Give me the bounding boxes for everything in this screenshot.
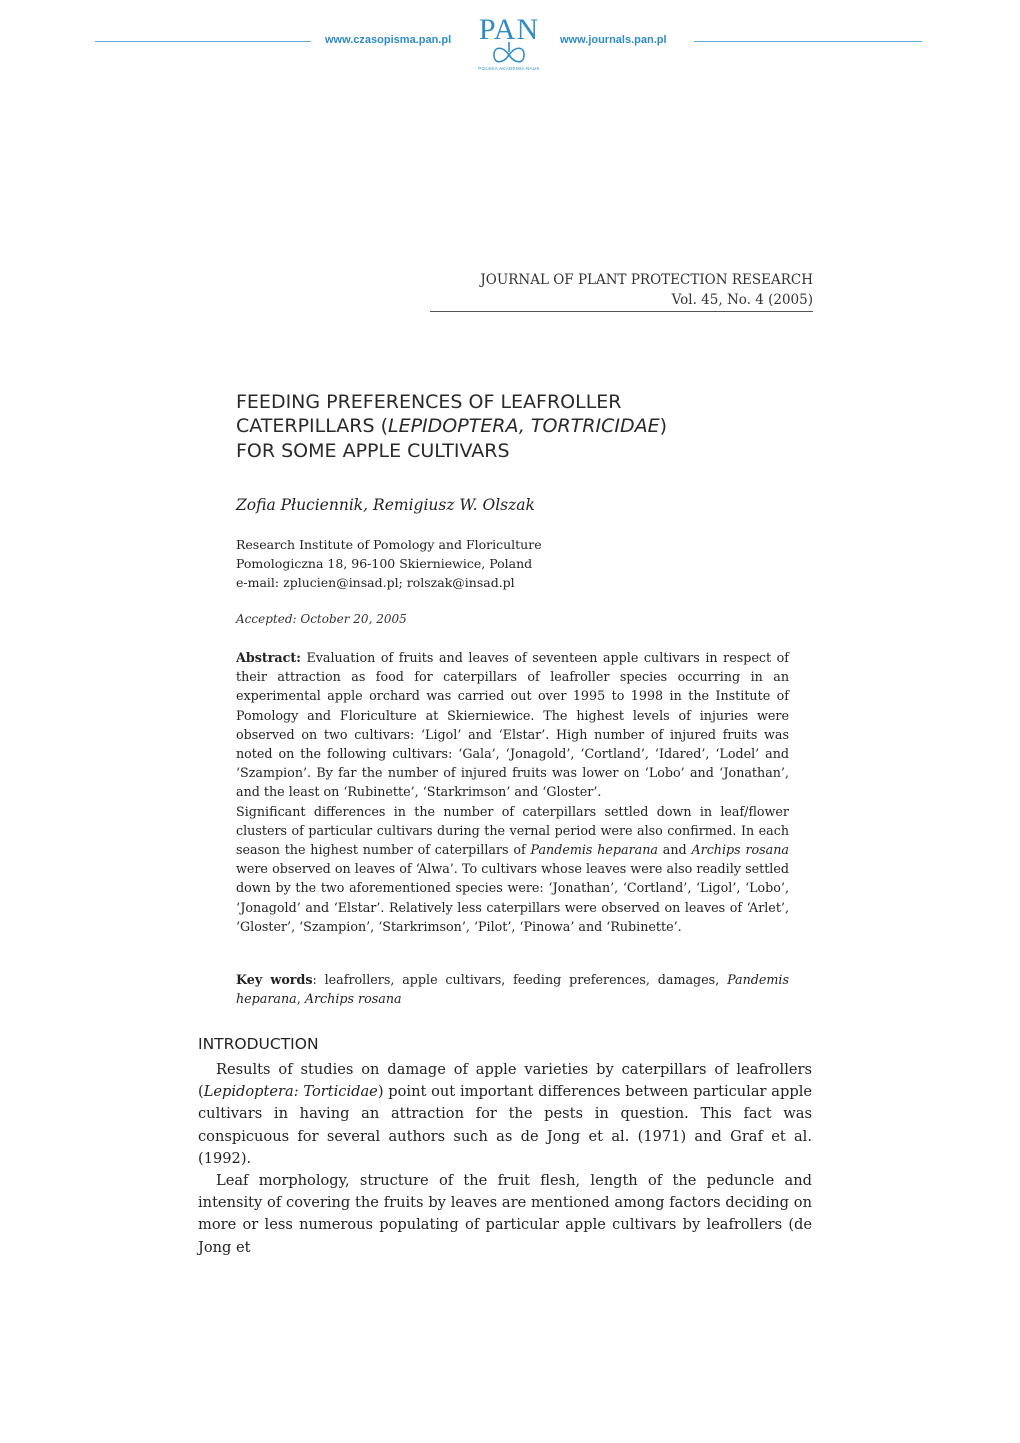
- introduction-paragraph-1: [198, 1059, 812, 1170]
- journal-name: JOURNAL OF PLANT PROTECTION RESEARCH: [480, 272, 813, 288]
- title-taxon: LEPIDOPTERA, TORTRICIDAE: [387, 415, 660, 437]
- journal-rule: [430, 311, 813, 312]
- abstract-text: were observed on leaves of ‘Alwa’. To cultivars whose leaves were also readily settled down by the two aforementioned species were: ‘Jonathan’, ‘Cortland’, ‘Ligol’, ‘Lobo’, ‘Jonagold’ and ‘Elstar’. Relatively less caterpillars were observed on leaves of ‘Arlet’, ‘Gloster’, ‘Szampion’, ‘Starkrimson’, ‘Pilot’, ‘Pinowa’ and ‘Rubinette’.: [236, 861, 789, 934]
- header-url-left[interactable]: www.czasopisma.pan.pl: [325, 34, 452, 46]
- authors: Zofia Płuciennik, Remigiusz W. Olszak: [236, 496, 535, 514]
- pan-logo-text: PAN: [478, 13, 540, 46]
- keywords-text: : leafrollers, apple cultivars, feeding preferences, damages,: [312, 972, 728, 987]
- article-title-line-2: [236, 414, 667, 438]
- intro-text: Results of studies on damage of apple varieties by caterpillars of leafrollers (: [198, 1061, 812, 1101]
- abstract-text: Significant differences in the number of caterpillars settled down in leaf/flower clusters of particular cultivars during the vernal period were also confirmed. In each season the highest number of caterpillars of: [236, 803, 789, 858]
- affiliation-institute: Research Institute of Pomology and Floriculture: [236, 537, 542, 552]
- abstract-paragraph-2: [236, 802, 789, 936]
- species-name: Archips rosana: [304, 991, 402, 1006]
- pan-logo-subtext: POLSKA AKADEMIA NAUK: [478, 66, 540, 71]
- species-name: Archips rosana: [691, 842, 789, 858]
- header-rule-left: [95, 41, 311, 42]
- introduction-body: [198, 1059, 812, 1259]
- keywords-separator: ,: [296, 991, 305, 1006]
- title-text: CATERPILLARS (: [236, 415, 388, 437]
- pan-logo: [470, 14, 548, 76]
- affiliation-email[interactable]: e-mail: zplucien@insad.pl; rolszak@insad.pl: [236, 575, 515, 590]
- abstract-label: Abstract:: [236, 650, 301, 665]
- accepted-date: Accepted: October 20, 2005: [236, 612, 407, 626]
- introduction-paragraph-2: Leaf morphology, structure of the fruit flesh, length of the peduncle and intensity of covering the fruits by leaves are mentioned among factors deciding on more or less numerous populating of particular apple cultivars by leafrollers (de Jong et: [198, 1172, 812, 1256]
- keywords: [236, 970, 789, 1008]
- abstract: [236, 648, 789, 936]
- header-url-right[interactable]: www.journals.pan.pl: [560, 34, 667, 46]
- journal-volume: Vol. 45, No. 4 (2005): [671, 292, 813, 308]
- keywords-label: Key words: [236, 972, 313, 987]
- species-name: Pandemis heparana: [530, 842, 658, 858]
- infinity-emblem-icon: [470, 42, 548, 68]
- introduction-heading: INTRODUCTION: [198, 1035, 319, 1053]
- article-title-line-1: FEEDING PREFERENCES OF LEAFROLLER: [236, 391, 622, 413]
- intro-text: ) point out important differences between particular apple cultivars in having an attraction for the pests in question. This fact was conspicuous for several authors such as de Jong et al. (1971) and Graf et al. (1992).: [198, 1083, 812, 1167]
- taxon-name: Lepidoptera: Torticidae: [203, 1083, 378, 1101]
- affiliation-address: Pomologiczna 18, 96-100 Skierniewice, Poland: [236, 556, 533, 571]
- abstract-text: Evaluation of fruits and leaves of seventeen apple cultivars in respect of their attraction as food for caterpillars of leafroller species occurring in an experimental apple orchard was carried out over 1995 to 1998 in the Institute of Pomology and Floriculture at Skierniewice. The highest levels of injuries were observed on two cultivars: ‘Ligol’ and ‘Elstar’. High number of injured fruits was noted on the following cultivars: ‘Gala’, ‘Jonagold’, ‘Cortland’, ‘Idared’, ‘Lodel’ and ‘Szampion’. By far the number of injured fruits was lower on ‘Lobo’ and ‘Jonathan’, and the least on ‘Rubinette’, ‘Starkrimson’ and ‘Gloster’.: [236, 650, 789, 800]
- title-text: ): [659, 415, 668, 437]
- abstract-text: and: [657, 842, 692, 858]
- header-rule-right: [694, 41, 922, 42]
- abstract-paragraph-1: [236, 648, 789, 802]
- article-title-line-3: FOR SOME APPLE CULTIVARS: [236, 440, 510, 462]
- species-name: Pandemis heparana: [236, 972, 789, 1006]
